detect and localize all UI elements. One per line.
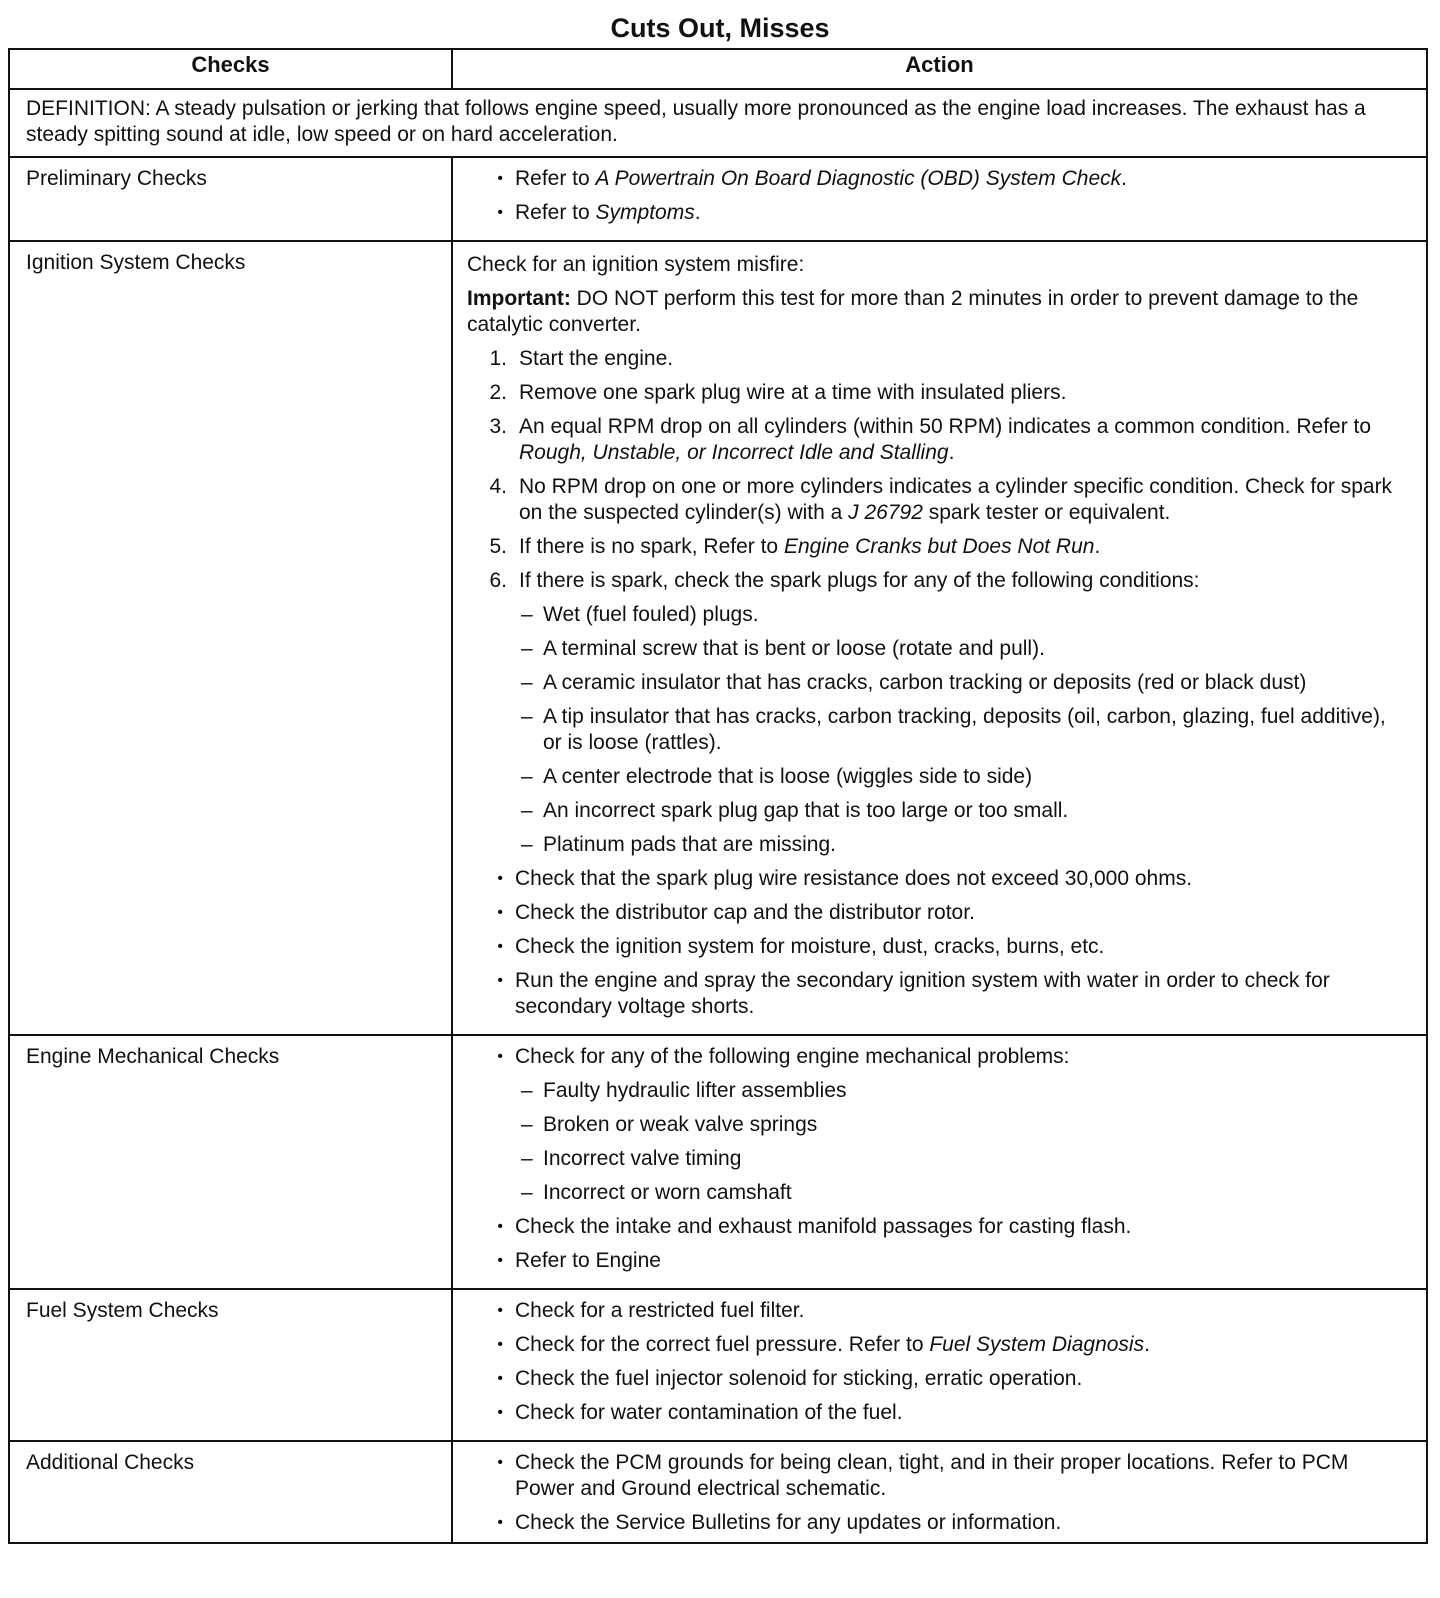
dash-marker: –: [521, 799, 533, 822]
cross-reference: Fuel System Diagnosis: [929, 1333, 1145, 1356]
item-text: Run the engine and spray the secondary ignition system with water in order to check for secondary voltage shorts.: [515, 969, 1330, 1018]
list-item: [467, 866, 1410, 892]
bullet-marker: •: [497, 904, 503, 921]
sub-item: [467, 636, 1410, 662]
dash-marker: –: [521, 1181, 533, 1204]
item-text: .: [694, 201, 701, 224]
list-item: [467, 1366, 1410, 1392]
sub-item-text: A tip insulator that has cracks, carbon tracking, deposits (oil, carbon, glazing, fuel additive), or is loose (rattles).: [543, 705, 1386, 754]
list-item: [467, 1510, 1410, 1536]
list-item: [467, 1044, 1410, 1070]
list-item: [467, 934, 1410, 960]
sub-item: [467, 1180, 1410, 1206]
check-label-preliminary: Preliminary Checks: [9, 157, 452, 241]
step-number: 1.: [489, 347, 507, 370]
table-row-preliminary: [9, 157, 1427, 241]
bullet-marker: •: [497, 938, 503, 955]
ignition-intro: Check for an ignition system misfire:: [467, 253, 805, 276]
action-cell-fuel: [452, 1289, 1427, 1441]
sub-item-text: Faulty hydraulic lifter assemblies: [543, 1079, 847, 1102]
step-item: [467, 380, 1410, 406]
step-number: 4.: [489, 475, 507, 498]
cross-reference: Rough, Unstable, or Incorrect Idle and Stalling: [519, 441, 949, 464]
step-number: 3.: [489, 415, 507, 438]
cross-reference: Engine Cranks but Does Not Run: [783, 535, 1095, 558]
sub-item: [467, 1146, 1410, 1172]
item-text: Check the intake and exhaust manifold passages for casting flash.: [515, 1215, 1132, 1238]
step-text: Start the engine.: [519, 347, 674, 370]
sub-item-text: A center electrode that is loose (wiggles side to side): [543, 765, 1033, 788]
check-label-mechanical: Engine Mechanical Checks: [9, 1035, 452, 1289]
sub-item-text: A ceramic insulator that has cracks, carbon tracking or deposits (red or black dust): [543, 671, 1307, 694]
table-row-additional: [9, 1441, 1427, 1543]
list-item: [467, 200, 1410, 226]
list-item: [467, 1332, 1410, 1358]
step-text: Remove one spark plug wire at a time with insulated pliers.: [519, 381, 1067, 404]
step-number: 2.: [489, 381, 507, 404]
bullet-marker: •: [497, 870, 503, 887]
page-title: Cuts Out, Misses: [610, 13, 830, 43]
check-label-fuel: Fuel System Checks: [9, 1289, 452, 1441]
step-text: An equal RPM drop on all cylinders (within 50 RPM) indicates a common condition. Refer to: [519, 415, 1372, 438]
list-item: [467, 1298, 1410, 1324]
sub-item: [467, 798, 1410, 824]
list-item: [467, 166, 1410, 192]
table-row-ignition: [9, 241, 1427, 1035]
item-text: .: [1144, 1333, 1150, 1356]
sub-item: [467, 1078, 1410, 1104]
step-text: spark tester or equivalent.: [922, 501, 1171, 524]
cross-reference: A Powertrain On Board Diagnostic (OBD) System Check: [595, 167, 1122, 190]
sub-item: [467, 704, 1410, 756]
bullet-marker: •: [497, 972, 503, 989]
step-text: If there is no spark, Refer to: [519, 535, 784, 558]
bullet-marker: •: [497, 1252, 503, 1269]
list-item: [467, 968, 1410, 1020]
action-cell-preliminary: [452, 157, 1427, 241]
dash-marker: –: [521, 671, 533, 694]
cross-reference: Symptoms: [595, 201, 695, 224]
step-item: [467, 568, 1410, 594]
item-text: Refer to Engine: [515, 1249, 661, 1272]
tool-reference: J 26792: [848, 501, 923, 524]
important-note: [467, 286, 1410, 338]
dash-marker: –: [521, 603, 533, 626]
item-text: Refer to: [515, 167, 596, 190]
step-item: [467, 414, 1410, 466]
sub-item: [467, 764, 1410, 790]
list-item: [467, 1248, 1410, 1274]
action-cell-additional: [452, 1441, 1427, 1543]
item-text: Check for water contamination of the fuel.: [515, 1401, 903, 1424]
diagnostic-table: [8, 48, 1428, 1544]
bullet-marker: •: [497, 170, 503, 187]
dash-marker: –: [521, 1113, 533, 1136]
item-text: Check the ignition system for moisture, dust, cracks, burns, etc.: [515, 935, 1105, 958]
item-text: Check the fuel injector solenoid for sticking, erratic operation.: [515, 1367, 1083, 1390]
step-number: 5.: [489, 535, 507, 558]
item-text: Check for the correct fuel pressure. Refer to: [515, 1333, 930, 1356]
sub-item-text: An incorrect spark plug gap that is too large or too small.: [543, 799, 1069, 822]
bullet-marker: •: [497, 1048, 503, 1065]
action-cell-mechanical: [452, 1035, 1427, 1289]
check-label-ignition: Ignition System Checks: [9, 241, 452, 1035]
sub-item: [467, 1112, 1410, 1138]
item-text: Check for any of the following engine mechanical problems:: [515, 1045, 1070, 1068]
dash-marker: –: [521, 1079, 533, 1102]
bullet-marker: •: [497, 1218, 503, 1235]
sub-item: [467, 832, 1410, 858]
item-text: Check the PCM grounds for being clean, tight, and in their proper locations. Refer to PCM Power and Ground electrical schematic.: [515, 1451, 1349, 1500]
definition-text: DEFINITION: A steady pulsation or jerking that follows engine speed, usually more pronounced as the engine load increases. The exhaust has a steady spitting sound at idle, low speed or on hard acceleration.: [9, 89, 1427, 157]
sub-item-text: Broken or weak valve springs: [543, 1113, 818, 1136]
sub-item-text: Incorrect or worn camshaft: [543, 1181, 792, 1204]
step-item: [467, 474, 1410, 526]
list-item: [467, 1400, 1410, 1426]
step-text: If there is spark, check the spark plugs for any of the following conditions:: [519, 569, 1200, 592]
definition-row: [9, 89, 1427, 157]
bullet-marker: •: [497, 1370, 503, 1387]
step-text: .: [1094, 535, 1101, 558]
sub-item-text: A terminal screw that is bent or loose (rotate and pull).: [543, 637, 1045, 660]
action-cell-ignition: [452, 241, 1427, 1035]
step-item: [467, 534, 1410, 560]
item-text: Check the distributor cap and the distributor rotor.: [515, 901, 975, 924]
header-action: Action: [452, 49, 1427, 89]
item-text: Refer to: [515, 201, 596, 224]
bullet-marker: •: [497, 1404, 503, 1421]
dash-marker: –: [521, 1147, 533, 1170]
item-text: Check for a restricted fuel filter.: [515, 1299, 805, 1322]
important-text: DO NOT perform this test for more than 2 minutes in order to prevent damage to the catalytic converter.: [467, 287, 1359, 336]
bullet-marker: •: [497, 1302, 503, 1319]
bullet-marker: •: [497, 1514, 503, 1531]
step-item: [467, 346, 1410, 372]
bullet-marker: •: [497, 1454, 503, 1471]
sub-item: [467, 670, 1410, 696]
sub-item: [467, 602, 1410, 628]
sub-item-text: Incorrect valve timing: [543, 1147, 742, 1170]
bullet-marker: •: [497, 204, 503, 221]
table-row-fuel: [9, 1289, 1427, 1441]
bullet-marker: •: [497, 1336, 503, 1353]
table-row-mechanical: [9, 1035, 1427, 1289]
check-label-additional: Additional Checks: [9, 1441, 452, 1543]
dash-marker: –: [521, 705, 533, 728]
step-text: .: [948, 441, 955, 464]
dash-marker: –: [521, 637, 533, 660]
list-item: [467, 1214, 1410, 1240]
item-text: Check that the spark plug wire resistance does not exceed 30,000 ohms.: [515, 867, 1193, 890]
header-checks: Checks: [9, 49, 452, 89]
important-label: Important:: [467, 287, 571, 310]
list-item: [467, 1450, 1410, 1502]
sub-item-text: Wet (fuel fouled) plugs.: [543, 603, 759, 626]
list-item: [467, 900, 1410, 926]
step-number: 6.: [489, 569, 507, 592]
item-text: .: [1121, 167, 1127, 190]
sub-item-text: Platinum pads that are missing.: [543, 833, 836, 856]
item-text: Check the Service Bulletins for any updates or information.: [515, 1511, 1062, 1534]
dash-marker: –: [521, 833, 533, 856]
step-text: No RPM drop on one or more cylinders indicates a cylinder specific condition. Check for spark on the suspected cylinder(s) with a: [519, 475, 1393, 524]
dash-marker: –: [521, 765, 533, 788]
table-header-row: [9, 49, 1427, 89]
